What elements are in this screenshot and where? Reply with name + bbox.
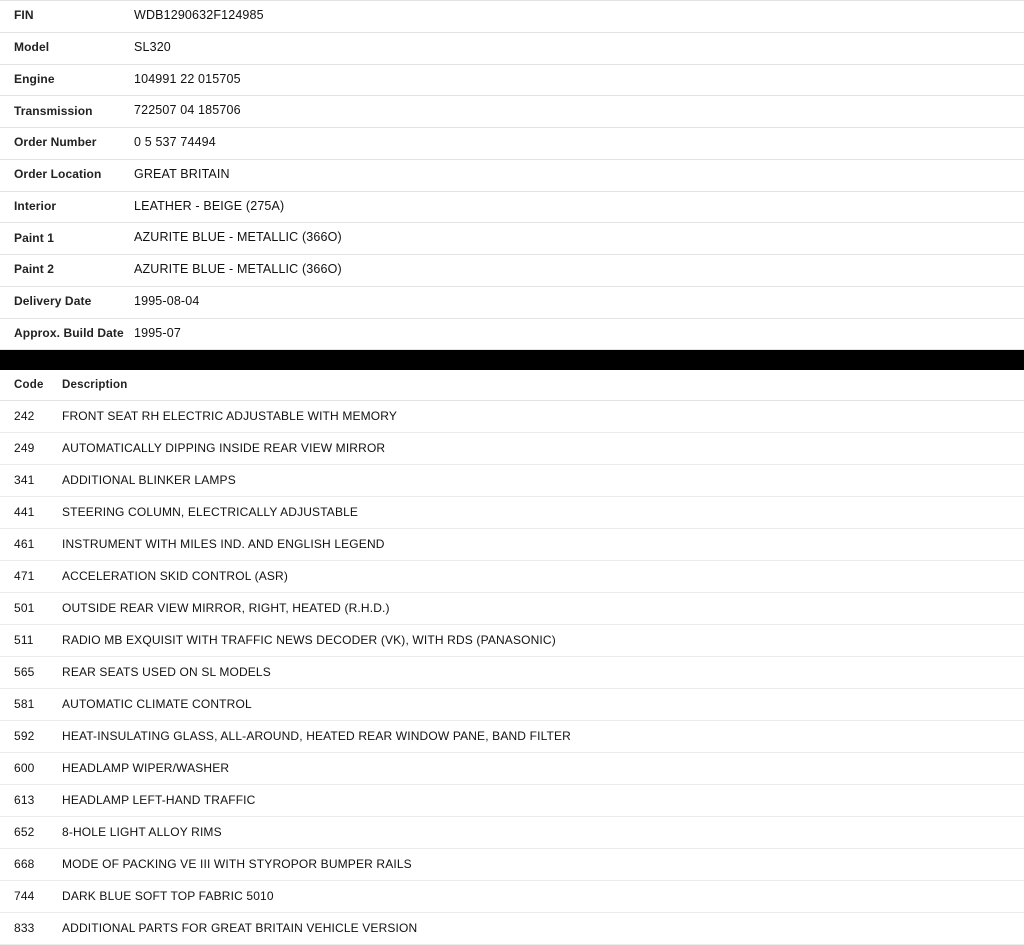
column-header-description: Description bbox=[50, 370, 1024, 401]
detail-value: AZURITE BLUE - METALLIC (366O) bbox=[134, 230, 342, 245]
option-description: STEERING COLUMN, ELECTRICALLY ADJUSTABLE bbox=[62, 505, 359, 520]
option-code: 581 bbox=[14, 697, 35, 712]
option-description: DARK BLUE SOFT TOP FABRIC 5010 bbox=[62, 889, 274, 904]
detail-value: GREAT BRITAIN bbox=[134, 166, 230, 181]
detail-label: Approx. Build Date bbox=[14, 325, 124, 340]
section-separator-bar bbox=[0, 350, 1024, 370]
table-row bbox=[0, 561, 1024, 593]
option-code: 652 bbox=[14, 825, 35, 840]
option-description: MODE OF PACKING VE III WITH STYROPOR BUMPER RAILS bbox=[62, 857, 412, 872]
option-code: 744 bbox=[14, 889, 35, 904]
table-row bbox=[0, 529, 1024, 561]
options-table-body bbox=[0, 401, 1024, 945]
detail-row bbox=[0, 32, 1024, 64]
option-code: 668 bbox=[14, 857, 35, 872]
detail-label: Paint 1 bbox=[14, 230, 55, 245]
table-row bbox=[0, 881, 1024, 913]
option-description: INSTRUMENT WITH MILES IND. AND ENGLISH LEGEND bbox=[62, 537, 385, 552]
table-row bbox=[0, 913, 1024, 945]
detail-value: SL320 bbox=[134, 39, 171, 54]
option-description: ADDITIONAL PARTS FOR GREAT BRITAIN VEHICLE VERSION bbox=[62, 921, 418, 936]
option-code: 565 bbox=[14, 665, 35, 680]
option-description: 8-HOLE LIGHT ALLOY RIMS bbox=[62, 825, 222, 840]
table-row bbox=[0, 657, 1024, 689]
detail-row bbox=[0, 96, 1024, 128]
option-code: 613 bbox=[14, 793, 35, 808]
option-code: 249 bbox=[14, 441, 35, 456]
detail-value: AZURITE BLUE - METALLIC (366O) bbox=[134, 262, 342, 276]
option-description: HEADLAMP LEFT-HAND TRAFFIC bbox=[62, 793, 256, 808]
option-description: HEADLAMP WIPER/WASHER bbox=[62, 761, 230, 776]
detail-value: LEATHER - BEIGE (275A) bbox=[134, 198, 285, 213]
option-description: REAR SEATS USED ON SL MODELS bbox=[62, 665, 271, 680]
option-description: ADDITIONAL BLINKER LAMPS bbox=[62, 473, 236, 488]
table-row bbox=[0, 817, 1024, 849]
detail-label: Transmission bbox=[14, 103, 93, 118]
option-code: 592 bbox=[14, 729, 35, 744]
table-row bbox=[0, 497, 1024, 529]
detail-value: 1995-08-04 bbox=[134, 293, 200, 308]
detail-row bbox=[0, 159, 1024, 191]
option-description: ACCELERATION SKID CONTROL (ASR) bbox=[62, 569, 289, 584]
detail-row bbox=[0, 255, 1024, 287]
option-description: OUTSIDE REAR VIEW MIRROR, RIGHT, HEATED (R.H.D.) bbox=[62, 601, 390, 616]
vehicle-details-table bbox=[0, 0, 1024, 350]
option-code: 471 bbox=[14, 569, 35, 584]
detail-row bbox=[0, 286, 1024, 318]
option-code: 441 bbox=[14, 505, 35, 520]
option-code: 833 bbox=[14, 921, 35, 936]
vehicle-details-body bbox=[0, 1, 1024, 350]
detail-row bbox=[0, 191, 1024, 223]
table-row bbox=[0, 785, 1024, 817]
table-row bbox=[0, 689, 1024, 721]
detail-value: 0 5 537 74494 bbox=[134, 135, 216, 149]
table-row bbox=[0, 433, 1024, 465]
detail-label: Model bbox=[14, 40, 50, 55]
table-row bbox=[0, 849, 1024, 881]
option-description: AUTOMATICALLY DIPPING INSIDE REAR VIEW MIRROR bbox=[62, 441, 386, 456]
option-code: 600 bbox=[14, 761, 35, 776]
detail-label: Order Number bbox=[14, 135, 97, 150]
column-header-code: Code bbox=[0, 370, 50, 401]
table-row bbox=[0, 401, 1024, 433]
option-code: 511 bbox=[14, 633, 34, 648]
options-codes-table bbox=[0, 370, 1024, 945]
detail-value: 1995-07 bbox=[134, 325, 181, 340]
detail-row bbox=[0, 318, 1024, 350]
table-row bbox=[0, 625, 1024, 657]
detail-label: Interior bbox=[14, 198, 57, 213]
detail-label: Engine bbox=[14, 71, 55, 86]
option-code: 501 bbox=[14, 601, 35, 616]
option-code: 341 bbox=[14, 473, 35, 488]
table-row bbox=[0, 465, 1024, 497]
option-description: FRONT SEAT RH ELECTRIC ADJUSTABLE WITH MEMORY bbox=[62, 409, 398, 424]
detail-value: 722507 04 185706 bbox=[134, 103, 241, 118]
table-row bbox=[0, 593, 1024, 625]
detail-value: 104991 22 015705 bbox=[134, 71, 241, 86]
option-description: RADIO MB EXQUISIT WITH TRAFFIC NEWS DECODER (VK), WITH RDS (PANASONIC) bbox=[62, 633, 556, 648]
detail-value: WDB1290632F124985 bbox=[134, 8, 264, 22]
detail-label: Paint 2 bbox=[14, 262, 55, 277]
option-description: HEAT-INSULATING GLASS, ALL-AROUND, HEATED REAR WINDOW PANE, BAND FILTER bbox=[62, 729, 571, 744]
detail-label: FIN bbox=[14, 8, 34, 23]
option-description: AUTOMATIC CLIMATE CONTROL bbox=[62, 697, 252, 712]
table-row bbox=[0, 721, 1024, 753]
option-code: 242 bbox=[14, 409, 35, 424]
detail-row bbox=[0, 64, 1024, 96]
detail-label: Order Location bbox=[14, 167, 102, 182]
detail-row bbox=[0, 1, 1024, 33]
options-table-head bbox=[0, 370, 1024, 401]
table-row bbox=[0, 753, 1024, 785]
option-code: 461 bbox=[14, 537, 35, 552]
detail-row bbox=[0, 128, 1024, 160]
detail-label: Delivery Date bbox=[14, 294, 92, 309]
detail-row bbox=[0, 223, 1024, 255]
options-header-row bbox=[0, 370, 1024, 401]
